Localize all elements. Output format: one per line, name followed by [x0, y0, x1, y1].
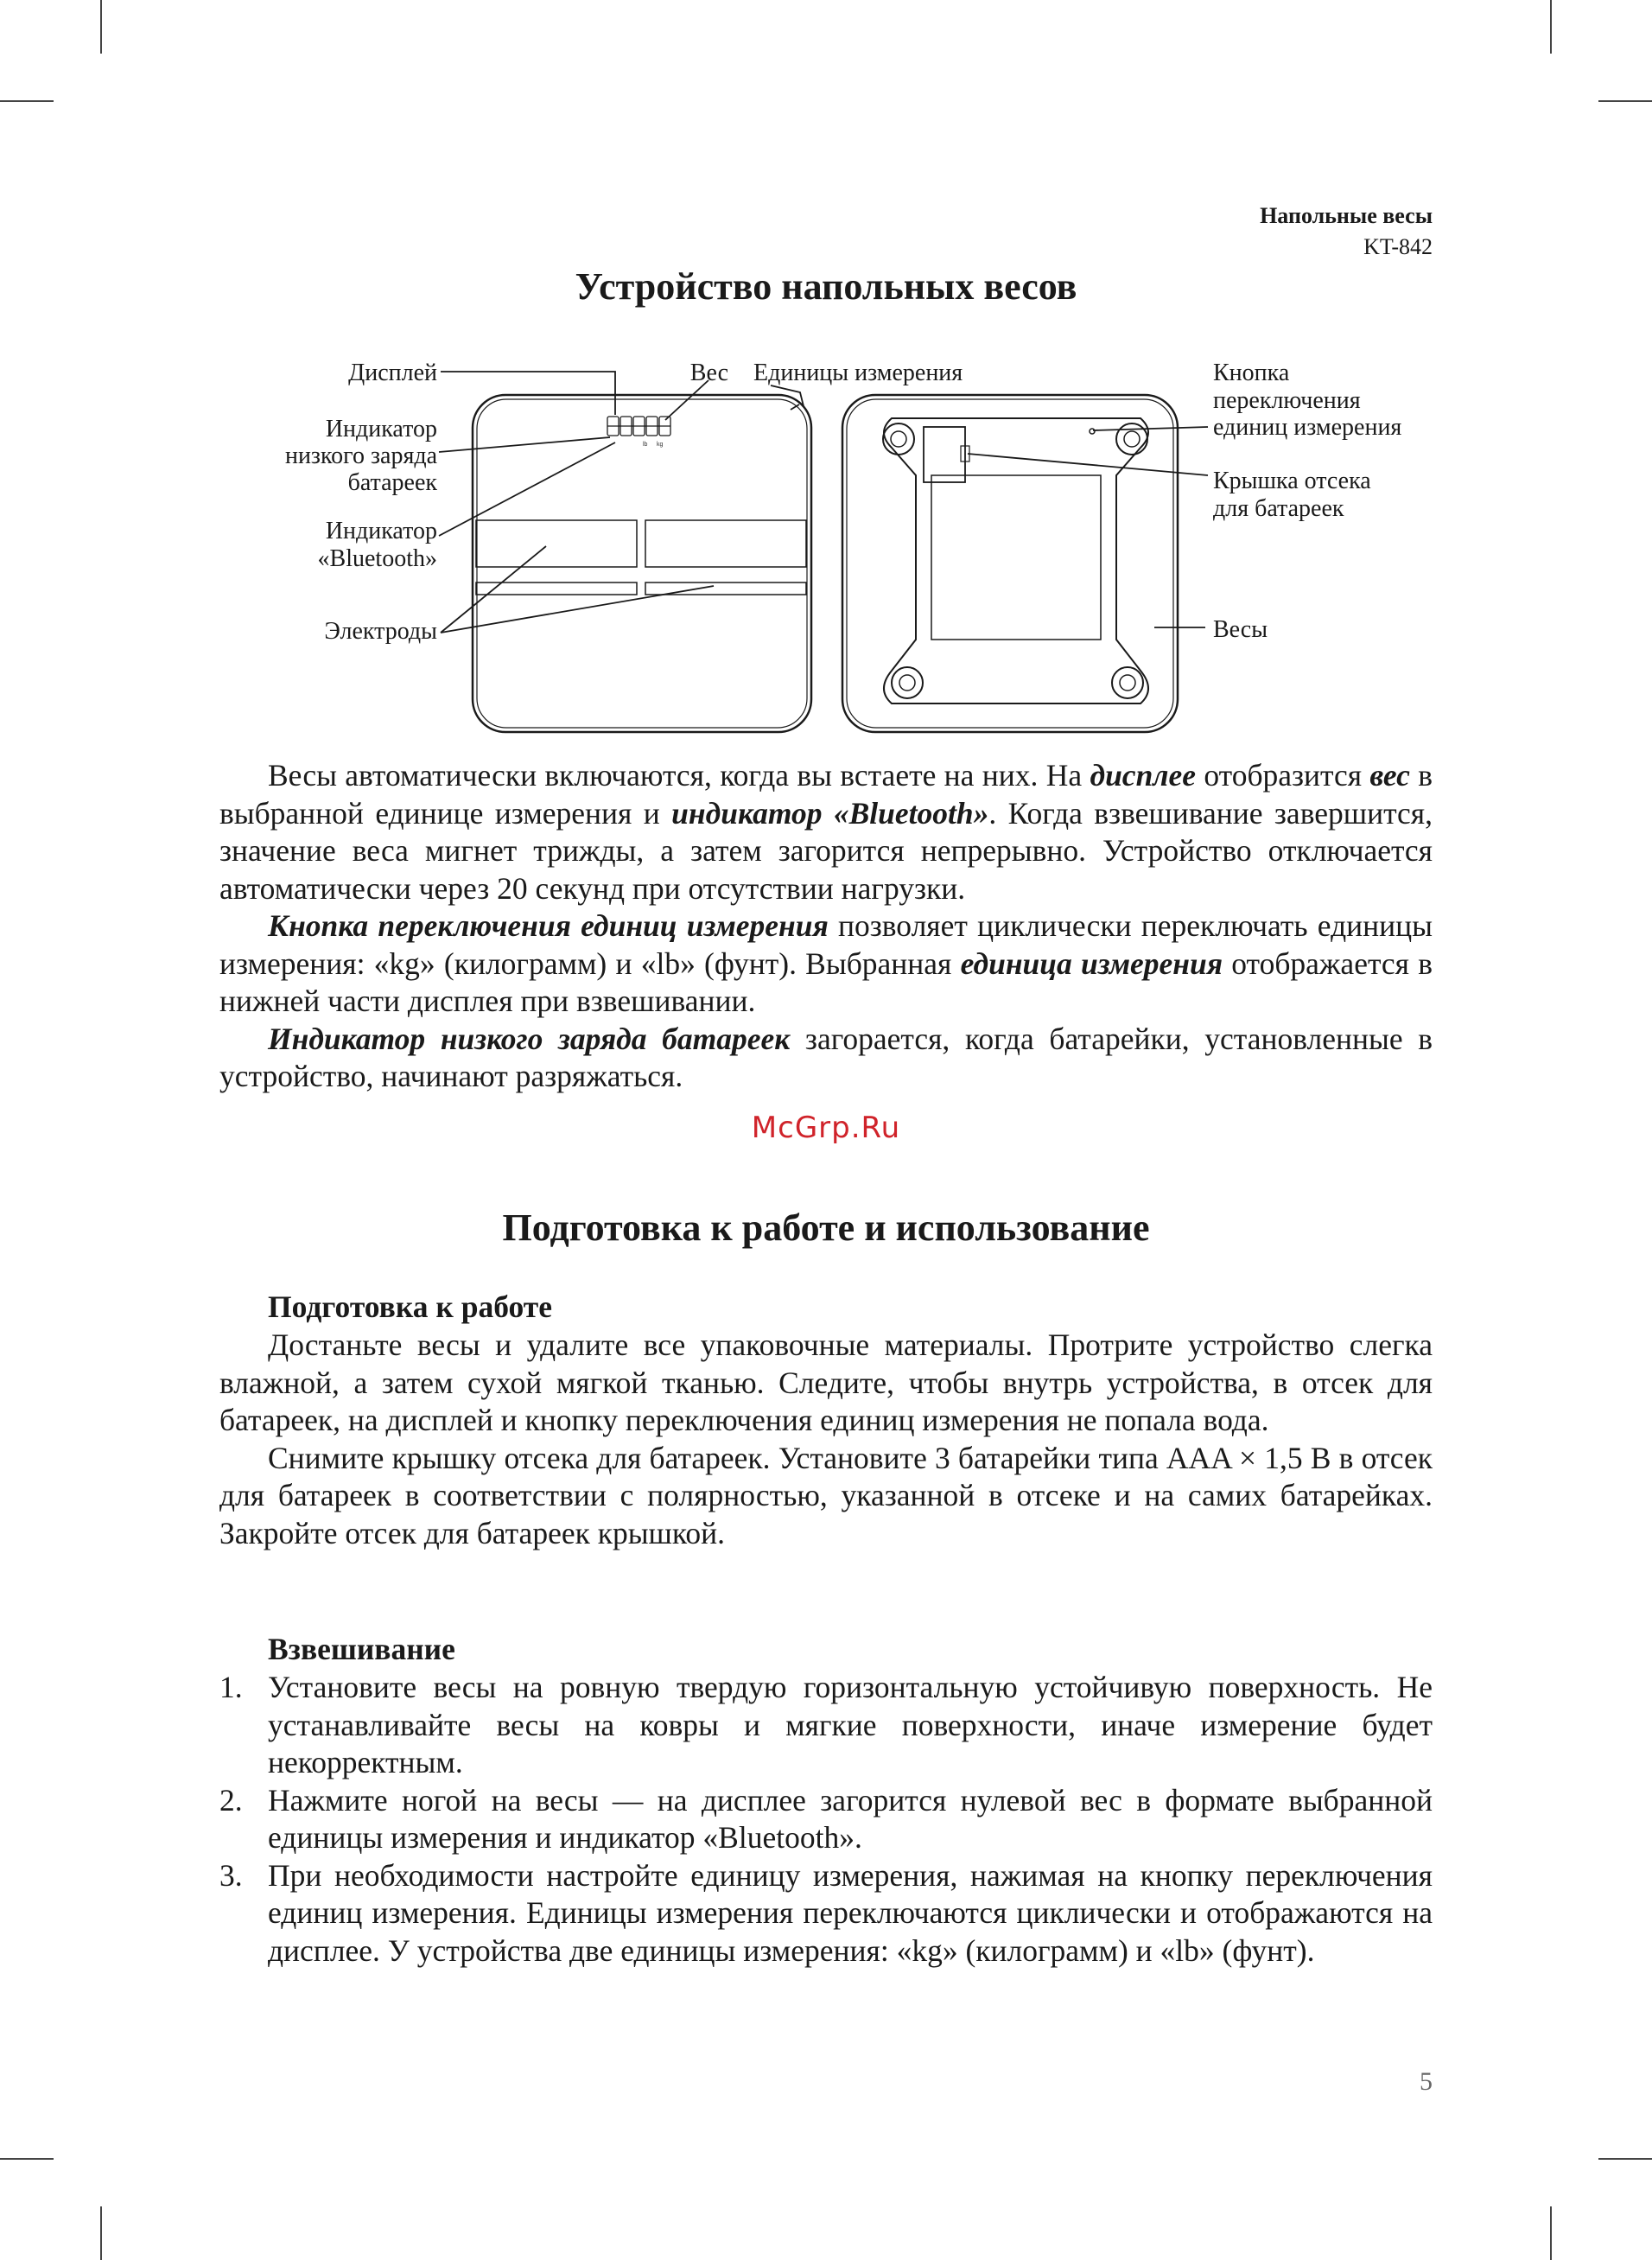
label-display: Дисплей — [348, 360, 437, 386]
label-bluetooth-1: Индикатор — [325, 518, 437, 544]
label-bluetooth-2: «Bluetooth» — [317, 545, 437, 572]
foot — [883, 423, 914, 455]
label-battery-indicator-1: Индикатор — [325, 416, 437, 442]
crop-mark — [1550, 0, 1552, 54]
label-unit-button-2: переключения — [1213, 387, 1361, 414]
running-header — [1260, 201, 1433, 263]
list-item — [219, 1857, 1433, 1970]
label-battery-cover-2: для батареек — [1213, 495, 1344, 522]
label-units: Единицы измерения — [753, 360, 963, 386]
crop-mark — [0, 2158, 54, 2160]
list-item — [219, 1782, 1433, 1857]
label-battery-cover-1: Крышка отсека — [1213, 468, 1371, 494]
paragraph: Весы автоматически включаются, когда вы встаете на них. На дисплее отобразится вес в выбранной единице измерения и индикатор «Bluetooth». Когда взвешивание завершится, значение веса мигнет трижды, а затем загорится непрерывно. Устройство отключается автоматически через 20 секунд при отсутствии нагрузки. — [219, 758, 1433, 906]
paragraph: Кнопка переключения единиц измерения позволяет циклически переключать единицы измерения: «kg» (килограмм) и «lb» (фунт). Выбранная единица измерения отображается в нижней части дисплея при взвешивании. — [219, 908, 1433, 1018]
watermark: McGrp.Ru — [751, 1111, 901, 1145]
list-number: 1. — [219, 1670, 243, 1704]
label-unit-button-1: Кнопка — [1213, 360, 1290, 386]
page-number: 5 — [1420, 2067, 1433, 2096]
battery-cover — [924, 427, 965, 482]
label-electrodes: Электроды — [324, 618, 437, 645]
list-number: 2. — [219, 1782, 243, 1818]
foot — [892, 667, 923, 698]
label-battery-indicator-2: низкого заряда — [284, 442, 437, 469]
display-unit-lb: lb — [643, 442, 648, 448]
preparation-text — [219, 1327, 1433, 1552]
crop-mark — [0, 100, 54, 102]
paragraph: Достаньте весы и удалите все упаковочные материалы. Протрите устройство слегка влажной, а затем сухой мягкой тканью. Следите, чтобы внутрь устройства, в отсек для батареек, на дисплей и кнопку переключения единиц измерения не попала вода. — [219, 1327, 1433, 1437]
list-item — [219, 1669, 1433, 1782]
list-text: Нажмите ногой на весы — на дисплее загорится нулевой вес в формате выбранной единицы измерения и индикатор «Bluetooth». — [268, 1782, 1433, 1855]
paragraph: Индикатор низкого заряда батареек загорается, когда батарейки, установленные в устройство, начинают разряжаться. — [219, 1021, 1433, 1093]
crop-mark — [1550, 2206, 1552, 2260]
section-title-prep-use: Подготовка к работе и использование — [502, 1206, 1150, 1249]
label-weight: Вес — [689, 360, 728, 386]
description-text — [219, 757, 1433, 1096]
foot — [1112, 667, 1143, 698]
crop-mark — [100, 0, 102, 54]
header-product: Напольные весы — [1260, 203, 1433, 228]
list-text: Установите весы на ровную твердую горизонтальную устойчивую поверхность. Не устанавливайте весы на ковры и мягкие поверхности, иначе измерение будет некорректным. — [268, 1670, 1433, 1779]
section-title-device: Устройство напольных весов — [575, 265, 1077, 308]
display-unit-kg: kg — [657, 442, 664, 448]
label-battery-indicator-3: батареек — [347, 469, 437, 496]
subheading-weighing: Взвешивание — [268, 1632, 455, 1666]
paragraph: Снимите крышку отсека для батареек. Установите 3 батарейки типа AAA × 1,5 В в отсек для батареек в соответствии с полярностью, указанной в отсеке и на самих батарейках. Закройте отсек для батареек крышкой. — [219, 1440, 1433, 1550]
label-scales: Весы — [1213, 616, 1268, 643]
crop-mark — [1598, 2158, 1652, 2160]
unit-button — [1090, 429, 1095, 434]
label-unit-button-3: единиц измерения — [1213, 414, 1402, 441]
electrode — [645, 520, 806, 567]
header-model: KT-842 — [1363, 234, 1433, 259]
subheading-preparation: Подготовка к работе — [268, 1289, 552, 1324]
list-number: 3. — [219, 1857, 243, 1893]
electrode — [476, 520, 637, 567]
crop-mark — [100, 2206, 102, 2260]
scales-diagram — [0, 346, 1652, 743]
crop-mark — [1598, 100, 1652, 102]
list-text: При необходимости настройте единицу измерения, нажимая на кнопку переключения единиц измерения. Единицы измерения переключаются циклически и отображаются на дисплее. У устройства две единицы измерения: «kg» (килограмм) и «lb» (фунт). — [268, 1857, 1433, 1968]
display-digits — [607, 417, 670, 436]
weighing-steps — [219, 1669, 1433, 1970]
